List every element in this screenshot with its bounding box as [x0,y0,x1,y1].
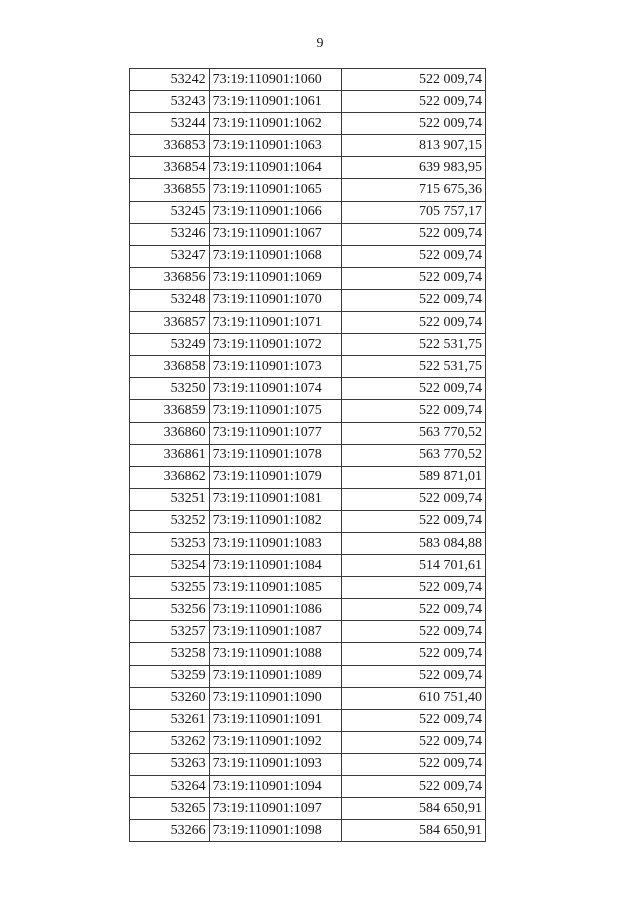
cadastral-number-cell: 73:19:110901:1065 [209,179,341,201]
table-row [130,643,486,665]
cadastral-number-cell: 73:19:110901:1064 [209,157,341,179]
row-number-cell: 336859 [130,400,210,422]
table-row [130,113,486,135]
cadastral-value-cell: 522 009,74 [341,731,485,753]
cadastral-value-cell: 522 009,74 [341,621,485,643]
table-row [130,488,486,510]
cadastral-value-cell: 813 907,15 [341,135,485,157]
row-number-cell: 53257 [130,621,210,643]
row-number-cell: 336854 [130,157,210,179]
table-row [130,135,486,157]
table-row [130,444,486,466]
cadastral-number-cell: 73:19:110901:1090 [209,687,341,709]
cadastral-number-cell: 73:19:110901:1097 [209,798,341,820]
table-row [130,599,486,621]
cadastral-number-cell: 73:19:110901:1094 [209,776,341,798]
cadastral-value-cell: 522 009,74 [341,289,485,311]
row-number-cell: 336857 [130,312,210,334]
cadastral-number-cell: 73:19:110901:1077 [209,422,341,444]
row-number-cell: 53262 [130,731,210,753]
cadastral-number-cell: 73:19:110901:1075 [209,400,341,422]
cadastral-value-cell: 522 009,74 [341,91,485,113]
cadastral-number-cell: 73:19:110901:1068 [209,245,341,267]
table-row [130,422,486,444]
cadastral-value-cell: 584 650,91 [341,798,485,820]
table-row [130,400,486,422]
cadastral-number-cell: 73:19:110901:1089 [209,665,341,687]
cadastral-value-cell: 583 084,88 [341,532,485,554]
cadastral-value-cell: 715 675,36 [341,179,485,201]
cadastral-number-cell: 73:19:110901:1086 [209,599,341,621]
cadastral-number-cell: 73:19:110901:1081 [209,488,341,510]
row-number-cell: 53252 [130,510,210,532]
cadastral-value-cell: 522 009,74 [341,223,485,245]
cadastral-value-cell: 522 009,74 [341,378,485,400]
row-number-cell: 336856 [130,267,210,289]
cadastral-value-cell: 522 009,74 [341,312,485,334]
cadastral-number-cell: 73:19:110901:1082 [209,510,341,532]
row-number-cell: 336858 [130,356,210,378]
cadastral-value-cell: 584 650,91 [341,820,485,842]
cadastral-value-cell: 522 009,74 [341,400,485,422]
table-row [130,201,486,223]
cadastral-value-cell: 563 770,52 [341,444,485,466]
table-row [130,466,486,488]
row-number-cell: 53258 [130,643,210,665]
row-number-cell: 53251 [130,488,210,510]
cadastral-value-cell: 610 751,40 [341,687,485,709]
table-row [130,510,486,532]
row-number-cell: 336860 [130,422,210,444]
cadastral-value-cell: 522 009,74 [341,245,485,267]
table-row [130,798,486,820]
row-number-cell: 53245 [130,201,210,223]
row-number-cell: 53247 [130,245,210,267]
cadastral-value-cell: 522 009,74 [341,753,485,775]
row-number-cell: 53261 [130,709,210,731]
cadastral-value-cell: 522 009,74 [341,599,485,621]
cadastral-value-cell: 705 757,17 [341,201,485,223]
row-number-cell: 336855 [130,179,210,201]
table-row [130,687,486,709]
cadastral-number-cell: 73:19:110901:1067 [209,223,341,245]
row-number-cell: 53254 [130,555,210,577]
cadastral-value-cell: 522 009,74 [341,69,485,91]
row-number-cell: 53260 [130,687,210,709]
table-row [130,621,486,643]
cadastral-number-cell: 73:19:110901:1098 [209,820,341,842]
cadastral-value-cell: 522 009,74 [341,709,485,731]
row-number-cell: 53244 [130,113,210,135]
table-row [130,577,486,599]
cadastral-number-cell: 73:19:110901:1078 [209,444,341,466]
table-body [130,69,486,842]
cadastral-value-cell: 639 983,95 [341,157,485,179]
row-number-cell: 53249 [130,334,210,356]
row-number-cell: 53255 [130,577,210,599]
cadastral-value-cell: 522 009,74 [341,665,485,687]
row-number-cell: 53256 [130,599,210,621]
table-row [130,731,486,753]
table-row [130,820,486,842]
row-number-cell: 53259 [130,665,210,687]
cadastral-number-cell: 73:19:110901:1070 [209,289,341,311]
table-row [130,289,486,311]
cadastral-number-cell: 73:19:110901:1060 [209,69,341,91]
table-row [130,555,486,577]
cadastral-number-cell: 73:19:110901:1061 [209,91,341,113]
table-row [130,776,486,798]
row-number-cell: 53243 [130,91,210,113]
cadastral-number-cell: 73:19:110901:1063 [209,135,341,157]
cadastral-value-cell: 522 009,74 [341,113,485,135]
row-number-cell: 53265 [130,798,210,820]
cadastral-value-cell: 522 009,74 [341,488,485,510]
table-row [130,334,486,356]
cadastral-number-cell: 73:19:110901:1072 [209,334,341,356]
cadastral-number-cell: 73:19:110901:1071 [209,312,341,334]
row-number-cell: 53250 [130,378,210,400]
cadastral-value-cell: 522 009,74 [341,577,485,599]
cadastral-number-cell: 73:19:110901:1085 [209,577,341,599]
row-number-cell: 53266 [130,820,210,842]
cadastral-number-cell: 73:19:110901:1079 [209,466,341,488]
cadastral-value-cell: 522 531,75 [341,356,485,378]
cadastral-number-cell: 73:19:110901:1093 [209,753,341,775]
cadastral-number-cell: 73:19:110901:1083 [209,532,341,554]
table-row [130,532,486,554]
row-number-cell: 53242 [130,69,210,91]
table-row [130,356,486,378]
cadastral-value-cell: 563 770,52 [341,422,485,444]
cadastral-value-cell: 522 009,74 [341,267,485,289]
table-row [130,312,486,334]
cadastral-number-cell: 73:19:110901:1091 [209,709,341,731]
table-row [130,245,486,267]
table-row [130,709,486,731]
table-row [130,223,486,245]
cadastral-number-cell: 73:19:110901:1073 [209,356,341,378]
row-number-cell: 53264 [130,776,210,798]
row-number-cell: 336862 [130,466,210,488]
table-row [130,267,486,289]
cadastral-number-cell: 73:19:110901:1088 [209,643,341,665]
row-number-cell: 53263 [130,753,210,775]
table-row [130,753,486,775]
cadastral-number-cell: 73:19:110901:1074 [209,378,341,400]
table-row [130,91,486,113]
cadastral-number-cell: 73:19:110901:1092 [209,731,341,753]
row-number-cell: 53248 [130,289,210,311]
table-row [130,69,486,91]
page-number: 9 [316,36,324,51]
table-row [130,378,486,400]
cadastral-number-cell: 73:19:110901:1069 [209,267,341,289]
row-number-cell: 336861 [130,444,210,466]
table-row [130,157,486,179]
cadastral-value-cell: 589 871,01 [341,466,485,488]
cadastral-value-cell: 522 009,74 [341,776,485,798]
row-number-cell: 53246 [130,223,210,245]
row-number-cell: 336853 [130,135,210,157]
cadastral-value-cell: 522 531,75 [341,334,485,356]
table-row [130,665,486,687]
cadastral-number-cell: 73:19:110901:1087 [209,621,341,643]
table-row [130,179,486,201]
cadastral-number-cell: 73:19:110901:1062 [209,113,341,135]
cadastral-value-cell: 514 701,61 [341,555,485,577]
cadastral-value-cell: 522 009,74 [341,643,485,665]
cadastral-value-table [129,68,486,842]
cadastral-number-cell: 73:19:110901:1066 [209,201,341,223]
cadastral-value-cell: 522 009,74 [341,510,485,532]
row-number-cell: 53253 [130,532,210,554]
cadastral-number-cell: 73:19:110901:1084 [209,555,341,577]
